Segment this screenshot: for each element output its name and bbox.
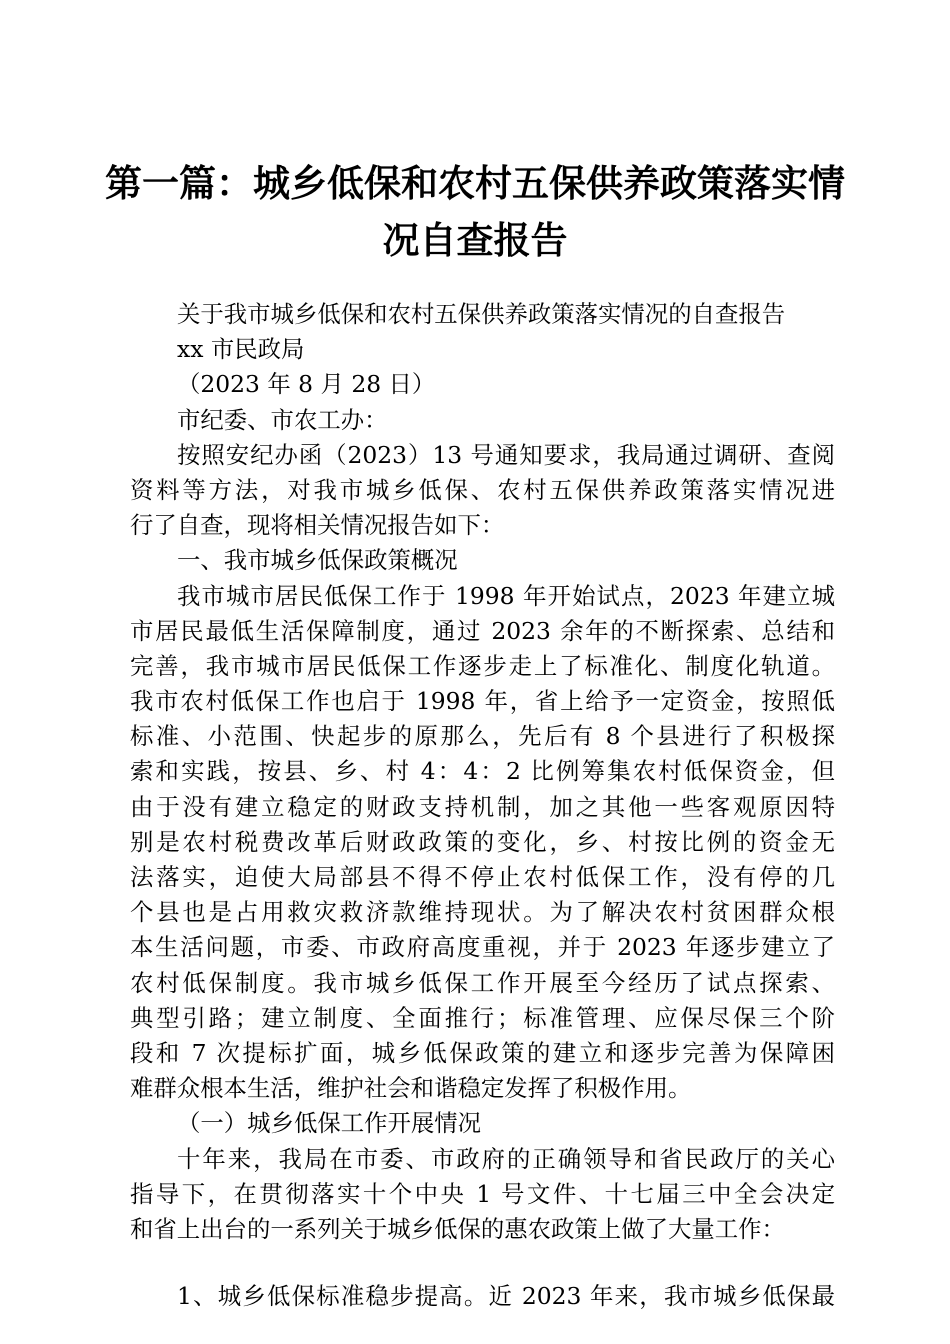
paragraph-line: 难群众根本生活，维护社会和谐稳定发挥了积极作用。 <box>130 1074 692 1103</box>
report-date: （2023 年 8 月 28 日） <box>177 370 436 399</box>
paragraph-line: 标准、小范围、快起步的原那么，先后有 8 个县进行了积极探 <box>130 722 835 751</box>
paragraph-line: 索和实践，按县、乡、村 4：4：2 比例筹集农村低保资金，但 <box>130 757 835 786</box>
report-issuer: xx 市民政局 <box>177 335 305 364</box>
document-body <box>130 297 835 1314</box>
paragraph-line: 市居民最低生活保障制度，通过 2023 余年的不断探索、总结和 <box>130 616 835 645</box>
paragraph-line: 和省上出台的一系列关于城乡低保的惠农政策上做了大量工作： <box>130 1214 785 1243</box>
paragraph-line: 指导下，在贯彻落实十个中央 1 号文件、十七届三中全会决定 <box>130 1179 835 1208</box>
paragraph-line: 法落实，迫使大局部县不得不停止农村低保工作，没有停的几 <box>130 863 835 891</box>
paragraph-line: 由于没有建立稳定的财政支持机制，加之其他一些客观原因特 <box>130 792 835 821</box>
paragraph-line: 农村低保制度。我市城乡低保工作开展至今经历了试点探索、 <box>130 968 835 997</box>
paragraph-line: 完善，我市城市居民低保工作逐步走上了标准化、制度化轨道。 <box>130 651 835 680</box>
paragraph-line: 行了自查，现将相关情况报告如下： <box>130 511 505 540</box>
subsection-heading: （一）城乡低保工作开展情况 <box>177 1109 482 1138</box>
paragraph-line: 我市城市居民低保工作于 1998 年开始试点，2023 年建立城 <box>177 581 835 610</box>
paragraph-line: 我市农村低保工作也启于 1998 年，省上给予一定资金，按照低 <box>130 687 835 716</box>
paragraph-line: 资料等方法，对我市城乡低保、农村五保供养政策落实情况进 <box>130 475 835 504</box>
paragraph-line: 典型引路；建立制度、全面推行；标准管理、应保尽保三个阶 <box>130 1003 835 1032</box>
paragraph-line: 按照安纪办函（2023）13 号通知要求，我局通过调研、查阅 <box>177 440 835 469</box>
document-title-line-2: 况自查报告 <box>382 218 568 262</box>
paragraph-line: 十年来，我局在市委、市政府的正确领导和省民政厅的关心 <box>177 1144 835 1173</box>
paragraph-line: 1、城乡低保标准稳步提高。近 2023 年来，我市城乡低保最 <box>177 1282 835 1311</box>
section-heading: 一、我市城乡低保政策概况 <box>177 546 458 575</box>
document-title-line-1: 第一篇：城乡低保和农村五保供养政策落实情 <box>105 161 845 205</box>
report-recipient: 市纪委、市农工办： <box>177 405 388 434</box>
paragraph-line: 段和 7 次提标扩面，城乡低保政策的建立和逐步完善为保障困 <box>130 1038 835 1067</box>
paragraph-line: 别是农村税费改革后财政政策的变化，乡、村按比例的资金无 <box>130 827 835 856</box>
report-heading: 关于我市城乡低保和农村五保供养政策落实情况的自查报告 <box>177 300 786 328</box>
paragraph-line: 本生活问题，市委、市政府高度重视，并于 2023 年逐步建立了 <box>130 933 835 962</box>
paragraph-line: 个县也是占用救灾救济款维持现状。为了解决农村贫困群众根 <box>130 898 835 927</box>
